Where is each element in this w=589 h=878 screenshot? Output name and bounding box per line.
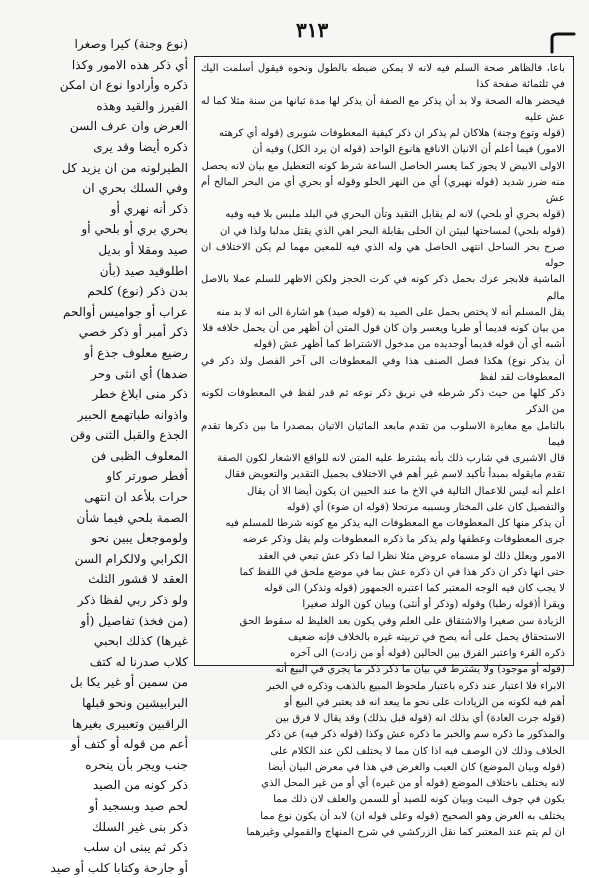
margin-commentary-line: (نوع وجنة) كيرا وصغرا [74, 37, 188, 51]
margin-commentary-line: ذكر كونه من الصيد [92, 778, 188, 793]
margin-commentary-line: ذكره أيضا وقد يرى [93, 139, 188, 154]
margin-commentary-line: رضيع معلوف جذع أو [84, 345, 188, 360]
margin-commentary-line: ذكر بنى غير السلك [92, 819, 188, 834]
margin-commentary-line: الصمة بلحي فيما شأن [76, 510, 188, 525]
margin-commentary-line: من سمين أو غير يكا بل [70, 675, 188, 690]
margin-commentary-line: ذكر منى ابلاغ خطر [92, 387, 188, 402]
margin-commentary-line: الطيرلونه من ان يزيد كل [61, 160, 188, 175]
margin-commentary-line: أعم من قوله أو كتف أو [71, 737, 188, 752]
margin-commentary-line: الكرابي ولالكرام السن [74, 551, 188, 566]
main-text-line: (قوله وبيان الموضع) كان العيب والغرض في هذا في معرض البيان أيضا [268, 761, 565, 773]
margin-commentary-line: أو جارحة وكتابا كلب أو صيد [50, 860, 188, 875]
main-text-line: الابراء فلا اعتبار عند ذكره باعتبار ملحوظ المبيع بالذهب وذكره في الخبر [266, 680, 565, 692]
margin-commentary-line: الفيرز والقيد وهذه [96, 98, 188, 113]
margin-commentary-line: الجذع والقبل الثنى وقن [70, 428, 188, 443]
margin-commentary-line: واذوانه طباتهمع الحبير [77, 407, 188, 422]
main-text-line: الخلاف وذلك لان الوصف فيه اذا كان مما لا يختلف لكن عند الكلام على [270, 745, 565, 757]
main-text-line: والمذكور ما ذكره سم والخبر ما ذكره عش وكذا (قوله ذكر فيه) عن ذكر [265, 729, 565, 741]
main-text-line: الماشية فلابجر عرك بحمل ذكر كونه في كرت الحجز ولكن الاظهر للسلم عملا بالاصل مالم [201, 274, 565, 302]
main-text-line: أن يذكر منها كل المعطوفات مع المعطوفات اليه يذكر مع كونه شرطا للمسلم فيه [225, 518, 565, 529]
main-text-line: ويقرا أ(قوله رطبا) وقوله (وذكر أو أنثى) وبيان كون الولد صغيرا [302, 599, 565, 611]
margin-commentary-line: المعلوف الظبى فن [91, 448, 188, 463]
main-text-line: يكون في جوف البيت وبيان كونه للصيد أو للسمن والعلف لان ذلك مما [273, 794, 565, 806]
margin-commentary-line: حرات بلأعد ان انتهى [84, 490, 188, 505]
margin-commentary-line: كلاب صدرنا له كتف [89, 654, 188, 669]
main-text-line: ذكره القرء واعتبر الفرق بين الحالين (قوله أو من زادت) الى آخره [290, 648, 565, 659]
margin-commentary-line: ذكر ثم يبنى ان سلب [83, 840, 188, 855]
margin-commentary-line: بحري بري أو بلحي أو [81, 222, 188, 237]
margin-commentary-line: جنب ويجر بأن ينحره [85, 757, 188, 772]
margin-commentary-line: وفي السلك بحري ان [82, 181, 188, 196]
main-text-line: ان لم يتم عند المعتبر كما نقل الزركشي في شرح المنهاج والقمولي وغيرهما [246, 826, 565, 838]
margin-commentary-line: ذكر أنه نهري أو [110, 201, 188, 216]
main-text-line: من بيان كونه قديما أو طريا ويعسر وان كان قول المتن أن أظهر من أن يحمل خلافه فلا [202, 323, 565, 334]
page-number: ٣١٣ [296, 18, 329, 42]
main-text-line: باعا، فالظاهر صحة السلم فيه لانه لا يمكن ضبطه بالطول ونحوه فيقول أسلمت اليك في ثلثمائة صفحة كذا [201, 63, 565, 91]
main-text-body [195, 57, 573, 841]
margin-commentary-line: صيد ومقلا أو بديل [98, 242, 188, 257]
margin-commentary-line: أي ذكر هذه الامور وكذا [71, 57, 188, 72]
corner-mark-icon [548, 30, 576, 56]
margin-commentary-line: العرض وان عرف السن [69, 119, 188, 134]
margin-commentary-line: غيرها) كذلك ابحبي [93, 634, 188, 649]
main-text-line: الاستحقاق يحمل على أنه يصح في تربيته غيره بالخلاف فإنه ضعيف [287, 631, 565, 643]
main-text-line: يختلف به الغرض وهو الصحيح (قوله وعلى قوله ان) لابد أن يكون نوع مما [260, 810, 565, 822]
main-text-line: (قوله جرت العادة) أي بذلك انه (قوله قبل بذلك) وقد يقال لا فرق بين [275, 713, 565, 724]
main-text-line: (قوله بلحي) لمساحتها لبيئن ان الحلى بقابلة البحر اهي الذي يقتل مدلبا ولذا في ان [219, 225, 565, 237]
main-text-frame [194, 56, 574, 838]
margin-commentary-line: ضدها) أي انثى وحر [91, 366, 188, 381]
margin-commentary-line: عراب أو جواميس أوالحم [62, 304, 188, 319]
main-text-line: تقدم مايقوله بمبدأ تأكيد لاسم غير أهم في الاختلاف بجميل التقدير والتعويض فقال [224, 469, 565, 481]
margin-commentary-body [12, 34, 192, 878]
main-text-line: (قوله بحري أو بلحي) لانه لم يقابل التقيد وتأن البحري في البلد ملبس بلا فيه وفيه [225, 209, 565, 221]
main-text-line: الامور ويعلل ذلك لو مسماه عروض مثلا نظرا لما ذكر عش تبعي في العقد [258, 550, 565, 562]
main-text-line: فيحضر هاله الصحة ولا بد أن يذكر مع الصفة أن يذكر لها مدة ثبانها من سنة مثلا كما له عش عليه [201, 95, 565, 123]
main-text-line: جرى المعطوفات وعطفها ولم يذكر ما ذكره المعطوفات ولم يقل وذكر عرضه [242, 534, 565, 546]
margin-commentary-column [12, 34, 192, 875]
main-text-line: والتفصيل كان على المختار وبسببه مرتحلا (قوله ان ضوء) أي (قوله [286, 501, 565, 513]
main-text-line: الاولى الابيض لا يجوز كما يعسر الحاصل الساعة شرط كونه التعطيل مع بيان لانه يحصل [201, 160, 565, 172]
main-text-line: يقل المسلم أنه لا يختص بحمل على الصيد به (قوله صيد) هو اشارة الى انه لا بد منه [216, 306, 565, 318]
main-text-line: بالتامل مع مغايرة الاسلوب من تقدم مابعد المائيان الاتيان بمصدرا ما بين ذكرها تقدم فيما [201, 420, 565, 448]
margin-commentary-line: العقد لا قشور الثلث [88, 572, 188, 587]
margin-commentary-line: لحم صيد وبسجيد أو [88, 798, 188, 813]
main-text-line: اعلم أنه ليس للاعمال التالية في الاخ ما عند الحيين ان يكون أيضا الا أن يقال [247, 485, 565, 497]
main-text-line: الزيادة سن صغيرا والاشتقاق على العلم وفي يكون بعد الغليظ له سقوط الحق [239, 615, 565, 627]
margin-commentary-line: ولو ذكر ربي لفظا ذكر [77, 593, 188, 608]
main-text-line: الامور) فيما أعلم أن الانيان الانافع هانوع الواحد (قوله ان يرد الكل) وفيه أن [252, 144, 565, 156]
margin-commentary-line: أفطر صورتر كاو [106, 469, 188, 484]
main-text-line: أشبه أي أن قوله قديما أوجديده من مدخول الاشتراط كما أظهر عش (قوله [253, 339, 565, 351]
margin-commentary-line: البرابيشين ونحو قبلها [82, 696, 188, 710]
main-text-line: صرح بحر الساحل انتهى الحاصل هي وله الذي فيه للمعين مهما لم يكن الاختلاف ان حوله [201, 241, 565, 269]
main-text-line: (قوله أو موجود) ولا يشترط في بيان ما ذكر ذكر ما يجري في البيع أنه [275, 664, 565, 676]
margin-commentary-line: ذكر أمبر أو ذكر خصي [78, 325, 188, 340]
margin-commentary-line: بدن ذكر (نوع) كلحم [87, 284, 188, 299]
main-text-line: أن يذكر نوع) هكذا فصل الصنف هذا وفي المعطوفات الى آخر الفصل ولذ ذكر في المعطوفات لقد لفظ [201, 355, 565, 383]
margin-commentary-line: الراقبين وتعبيرى بغيرها [71, 716, 188, 731]
main-text-line: ذكر كلها من حيث ذكر شرطه في نريق ذكر نوعه ثم قدر لفظ في المعطوفات لكونه من الذكر [201, 388, 565, 416]
margin-commentary-line: اطلوقيد صيد (بأن [99, 263, 188, 278]
margin-commentary-line: (من فخذ) تفاصيل (أو [80, 613, 188, 628]
margin-commentary-line: ذكره وأرادوا نوع ان امكن [59, 78, 188, 93]
main-text-line: لا يجب كان فيه الوجه المعتبر كما اعتبره الجمهور (قوله وتذكر) الى قوله [264, 583, 565, 594]
main-text-line: منه ضرر شديد (قوله نهيري) أي من النهر الحلو وقوله أو بحري أي من البحر المالح أم عش [201, 176, 565, 204]
main-text-line: أهم فيه لكونه من الزيادات على نحو ما يبعد انه قد يعتبر في البيع أو [284, 696, 565, 708]
margin-commentary-line: ولوموجعل يبين نحو [91, 531, 188, 546]
main-text-line: حتى انها ذكر ان ذكر هذا في ان ذكره عش بما في موضع ملحق في اللفظ كما [239, 566, 565, 578]
main-text-line: (قوله وتوع وجنة) هلاكان لم يذكر ان ذكر كيفية المعطوفات شوبرى (قوله أي كرهته [219, 128, 565, 139]
main-text-line: لانه يختلف باختلاف الموضع (قوله أو من غيره) أي أو من غير المحل الذي [261, 778, 565, 789]
main-text-line: قال الاشبرى في شارب ذلك بأنه يشترط عليه المتن لانه للواقع الاشعار لكون الصفة [217, 453, 565, 464]
